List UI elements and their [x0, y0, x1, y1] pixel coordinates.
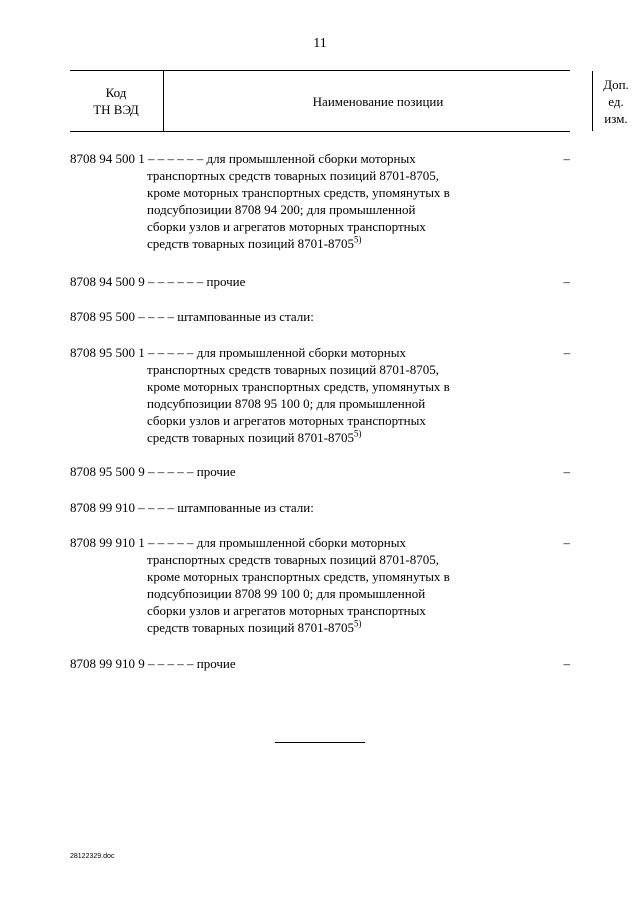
entry-line: штампованные из стали:	[177, 500, 314, 515]
entry-line: транспортных средств товарных позиций 8701-8705,	[147, 362, 440, 377]
entry-text	[70, 655, 520, 672]
entry-line: кроме моторных транспортных средств, упомянутых в	[147, 379, 450, 394]
entry-line: транспортных средств товарных позиций 8701-8705,	[147, 168, 440, 183]
entry-text	[70, 463, 520, 480]
entry-code: 8708 95 500	[70, 309, 139, 324]
header-code-line1: Код	[105, 85, 127, 100]
entry-dashes: – – – – –	[148, 345, 197, 360]
entry-dashes: – – – – –	[148, 535, 197, 550]
entry-unit: –	[563, 464, 570, 479]
entry-line: подсубпозиции 8708 99 100 0; для промышленной	[147, 586, 426, 601]
entry-dashes: – – – – – –	[148, 274, 207, 289]
entry-code: 8708 99 910 1	[70, 535, 148, 550]
entry-line: для промышленной сборки моторных	[196, 535, 406, 550]
entry-code: 8708 95 500 9	[70, 464, 148, 479]
entry-line: средств товарных позиций 8701-8705$^{5)}$	[147, 234, 362, 251]
entry-line: подсубпозиции 8708 94 200; для промышленной	[147, 202, 416, 217]
entry-line: средств товарных позиций 8701-8705$^{5)}$	[147, 428, 362, 445]
header-code-line2: ТН ВЭД	[93, 102, 139, 117]
entry-code: 8708 94 500 9	[70, 274, 148, 289]
entry-line: прочие	[196, 656, 236, 671]
entry-code: 8708 95 500 1	[70, 345, 148, 360]
entry-line: сборки узлов и агрегатов моторных транспортных	[147, 219, 426, 234]
entry-code: 8708 94 500 1	[70, 151, 148, 166]
entry-line: кроме моторных транспортных средств, упомянутых в	[147, 569, 450, 584]
entry-line: сборки узлов и агрегатов моторных транспортных	[147, 413, 426, 428]
page-number: 11	[313, 36, 327, 51]
footnote-ref: 5)	[354, 618, 362, 629]
entry-line: транспортных средств товарных позиций 8701-8705,	[147, 552, 440, 567]
entry-unit: –	[563, 656, 570, 671]
entry-text	[70, 308, 520, 325]
entry-text	[70, 499, 520, 516]
entry-line: прочие	[206, 274, 246, 289]
entry-unit: –	[563, 345, 570, 360]
footer-filename: 28122329.doc	[70, 853, 115, 860]
header-code	[70, 71, 162, 131]
header-unit	[592, 71, 640, 131]
entry-code: 8708 99 910 9	[70, 656, 148, 671]
header-unit-line2: ед.	[608, 93, 624, 109]
entry-dashes: – – – –	[138, 309, 178, 324]
entry-text	[70, 534, 520, 636]
separator-rule	[275, 742, 365, 743]
entry-text	[70, 273, 520, 290]
entry-line: для промышленной сборки моторных	[206, 151, 416, 166]
header-unit-line1: Доп.	[603, 76, 629, 92]
entry-unit: –	[563, 151, 570, 166]
entry-line: средств товарных позиций 8701-8705$^{5)}$	[147, 618, 362, 635]
header-name: Наименование позиции	[163, 71, 593, 131]
entry-line: кроме моторных транспортных средств, упомянутых в	[147, 185, 450, 200]
entry-dashes: – – – – – –	[148, 151, 207, 166]
entry-dashes: – – – – –	[148, 656, 197, 671]
entry-dashes: – – – – –	[148, 464, 197, 479]
header-unit-line3: изм.	[604, 110, 628, 126]
entry-line: штампованные из стали:	[177, 309, 314, 324]
footnote-ref: 5)	[354, 428, 362, 439]
entry-unit: –	[563, 535, 570, 550]
entry-text	[70, 150, 520, 252]
entry-dashes: – – – –	[138, 500, 178, 515]
footnote-ref: 5)	[354, 234, 362, 245]
entry-line: подсубпозиции 8708 95 100 0; для промышленной	[147, 396, 426, 411]
table-header	[70, 70, 629, 132]
entry-line: для промышленной сборки моторных	[196, 345, 406, 360]
entry-unit: –	[563, 274, 570, 289]
entry-line: прочие	[196, 464, 236, 479]
entry-code: 8708 99 910	[70, 500, 139, 515]
entry-line: сборки узлов и агрегатов моторных транспортных	[147, 603, 426, 618]
entry-text	[70, 344, 520, 446]
